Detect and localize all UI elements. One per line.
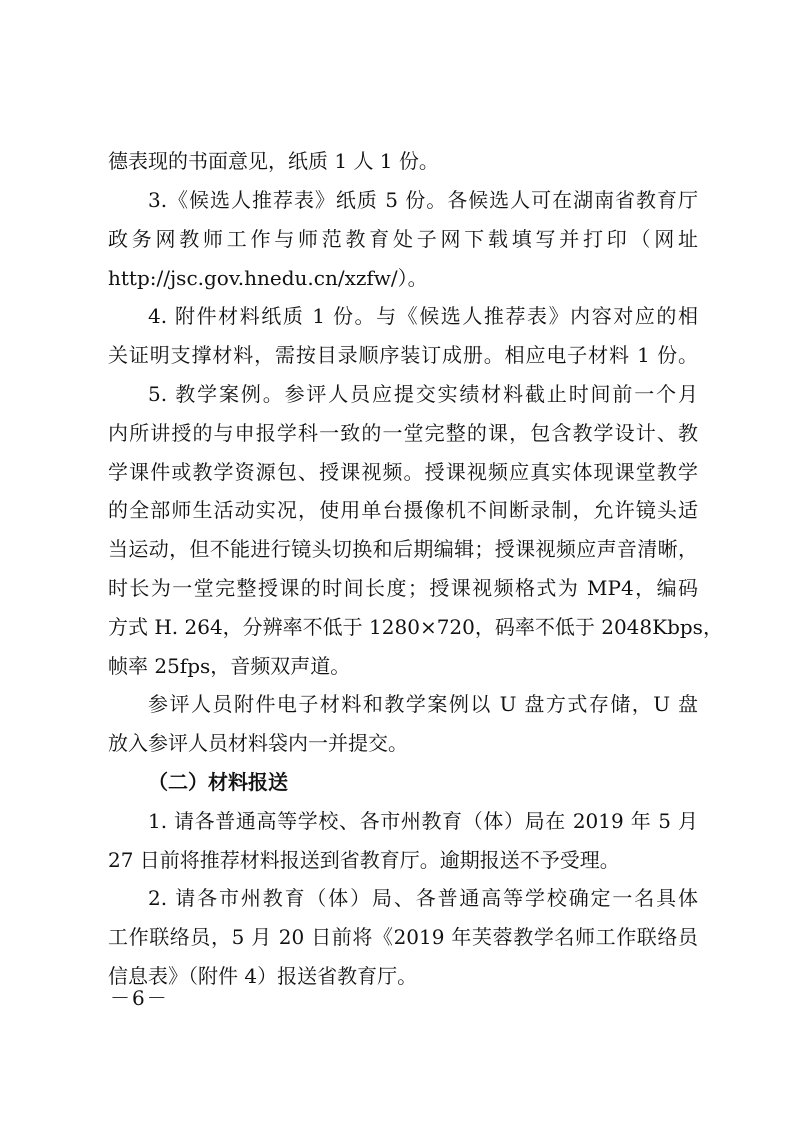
text-line-18: 1. 请各普通高等学校、各市州教育（体）局在 2019 年 5 月 (148, 809, 698, 833)
text-line-13: 方式 H. 264，分辨率不低于 1280×720，码率不低于 2048Kbps， (108, 615, 723, 639)
text-line-1: 德表现的书面意见，纸质 1 人 1 份。 (108, 149, 439, 173)
text-line-9: 学课件或教学资源包、授课视频。授课视频应真实体现课堂教学 (108, 460, 698, 484)
text-line-2: 3.《候选人推荐表》纸质 5 份。各候选人可在湖南省教育厅 (148, 188, 698, 212)
text-line-12: 时长为一堂完整授课的时间长度；授课视频格式为 MP4，编码 (108, 576, 698, 600)
text-line-8: 内所讲授的与申报学科一致的一堂完整的课，包含教学设计、教 (108, 421, 698, 445)
text-line-7: 5. 教学案例。参评人员应提交实绩材料截止时间前一个月 (148, 382, 698, 406)
section-heading: （二）材料报送 (148, 770, 288, 794)
text-line-4-url: http://jsc.gov.hnedu.cn/xzfw/）。 (108, 266, 428, 290)
text-line-22: 信息表》（附件 4）报送省教育厅。 (108, 964, 418, 988)
text-line-14: 帧率 25fps，音频双声道。 (108, 654, 351, 678)
page-number: －6－ (110, 986, 169, 1010)
text-line-19: 27 日前将推荐材料报送到省教育厅。逾期报送不予受理。 (108, 848, 620, 872)
text-line-3: 政务网教师工作与师范教育处子网下载填写并打印（网址 (108, 227, 698, 251)
text-line-10: 的全部师生活动实况，使用单台摄像机不间断录制，允许镜头适 (108, 498, 698, 522)
text-line-6: 关证明支撑材料，需按目录顺序装订成册。相应电子材料 1 份。 (108, 343, 698, 367)
text-line-11: 当运动，但不能进行镜头切换和后期编辑；授课视频应声音清晰， (108, 537, 698, 561)
text-line-15: 参评人员附件电子材料和教学案例以 U 盘方式存储，U 盘 (148, 692, 698, 716)
text-line-16: 放入参评人员材料袋内一并提交。 (108, 731, 408, 755)
text-line-21: 工作联络员，5 月 20 日前将《2019 年芙蓉教学名师工作联络员 (108, 925, 698, 949)
text-line-5: 4. 附件材料纸质 1 份。与《候选人推荐表》内容对应的相 (148, 304, 698, 328)
text-line-20: 2. 请各市州教育（体）局、各普通高等学校确定一名具体 (148, 886, 698, 910)
